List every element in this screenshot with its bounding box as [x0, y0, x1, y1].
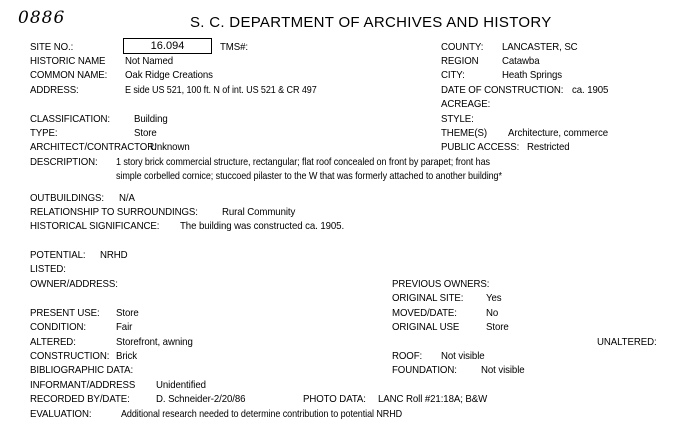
- construction-label: CONSTRUCTION:: [30, 350, 110, 362]
- historic-name-value: Not Named: [125, 55, 174, 67]
- tms-label: TMS#:: [220, 41, 248, 53]
- architect-value: Unknown: [150, 141, 190, 153]
- outbuildings-value: N/A: [119, 192, 135, 204]
- historical-significance-label: HISTORICAL SIGNIFICANCE:: [30, 220, 160, 232]
- public-access-value: Restricted: [527, 141, 570, 153]
- listed-label: LISTED:: [30, 263, 66, 275]
- historical-significance-value: The building was constructed ca. 1905.: [180, 220, 345, 232]
- city-label: CITY:: [441, 69, 465, 81]
- owner-address-label: OWNER/ADDRESS:: [30, 278, 118, 290]
- description-line-2: simple corbelled cornice; stuccoed pilaster to the W that was formerly attached to another building*: [116, 170, 502, 182]
- potential-label: POTENTIAL:: [30, 249, 86, 261]
- historic-name-label: HISTORIC NAME: [30, 55, 106, 67]
- handwritten-record-number: 0886: [18, 8, 66, 28]
- photo-data-label: PHOTO DATA:: [303, 393, 366, 405]
- classification-value: Building: [134, 113, 168, 125]
- description-label: DESCRIPTION:: [30, 156, 98, 168]
- potential-value: NRHD: [100, 249, 128, 261]
- present-use-label: PRESENT USE:: [30, 307, 100, 319]
- altered-value: Storefront, awning: [116, 336, 193, 348]
- description-line-1: 1 story brick commercial structure, rectangular; flat roof concealed on front by parapet; front has: [116, 156, 490, 168]
- county-value: LANCASTER, SC: [502, 41, 578, 53]
- condition-label: CONDITION:: [30, 321, 86, 333]
- themes-label: THEME(S): [441, 127, 487, 139]
- site-no-value: 16.094: [123, 38, 212, 54]
- public-access-label: PUBLIC ACCESS:: [441, 141, 520, 153]
- bibliographic-data-label: BIBLIOGRAPHIC DATA:: [30, 364, 134, 376]
- original-use-label: ORIGINAL USE: [392, 321, 460, 333]
- photo-data-value: LANC Roll #21:18A; B&W: [378, 393, 488, 405]
- unaltered-label: UNALTERED:: [597, 336, 657, 348]
- original-site-label: ORIGINAL SITE:: [392, 292, 464, 304]
- common-name-value: Oak Ridge Creations: [125, 69, 213, 81]
- altered-label: ALTERED:: [30, 336, 76, 348]
- original-use-value: Store: [486, 321, 509, 333]
- document-title: S. C. DEPARTMENT OF ARCHIVES AND HISTORY: [190, 14, 552, 31]
- classification-label: CLASSIFICATION:: [30, 113, 111, 125]
- address-value: E side US 521, 100 ft. N of int. US 521 & CR 497: [125, 84, 317, 96]
- region-label: REGION: [441, 55, 479, 67]
- informant-value: Unidentified: [156, 379, 206, 391]
- evaluation-value: Additional research needed to determine contribution to potential NRHD: [121, 408, 403, 420]
- date-of-construction-label: DATE OF CONSTRUCTION:: [441, 84, 564, 96]
- foundation-value: Not visible: [481, 364, 525, 376]
- relationship-label: RELATIONSHIP TO SURROUNDINGS:: [30, 206, 198, 218]
- evaluation-label: EVALUATION:: [30, 408, 92, 420]
- architect-label: ARCHITECT/CONTRACTOR:: [30, 141, 157, 153]
- recorded-by-label: RECORDED BY/DATE:: [30, 393, 130, 405]
- foundation-label: FOUNDATION:: [392, 364, 457, 376]
- style-label: STYLE:: [441, 113, 474, 125]
- type-label: TYPE:: [30, 127, 58, 139]
- previous-owners-label: PREVIOUS OWNERS:: [392, 278, 490, 290]
- original-site-value: Yes: [486, 292, 502, 304]
- condition-value: Fair: [116, 321, 133, 333]
- address-label: ADDRESS:: [30, 84, 79, 96]
- present-use-value: Store: [116, 307, 139, 319]
- type-value: Store: [134, 127, 157, 139]
- roof-value: Not visible: [441, 350, 485, 362]
- moved-date-label: MOVED/DATE:: [392, 307, 457, 319]
- construction-value: Brick: [116, 350, 138, 362]
- site-no-label: SITE NO.:: [30, 41, 74, 53]
- themes-value: Architecture, commerce: [508, 127, 608, 139]
- county-label: COUNTY:: [441, 41, 484, 53]
- outbuildings-label: OUTBUILDINGS:: [30, 192, 104, 204]
- acreage-label: ACREAGE:: [441, 98, 491, 110]
- region-value: Catawba: [502, 55, 540, 67]
- moved-date-value: No: [486, 307, 499, 319]
- common-name-label: COMMON NAME:: [30, 69, 108, 81]
- date-of-construction-value: ca. 1905: [572, 84, 609, 96]
- recorded-by-value: D. Schneider-2/20/86: [156, 393, 246, 405]
- relationship-value: Rural Community: [222, 206, 296, 218]
- city-value: Heath Springs: [502, 69, 563, 81]
- informant-label: INFORMANT/ADDRESS: [30, 379, 136, 391]
- roof-label: ROOF:: [392, 350, 423, 362]
